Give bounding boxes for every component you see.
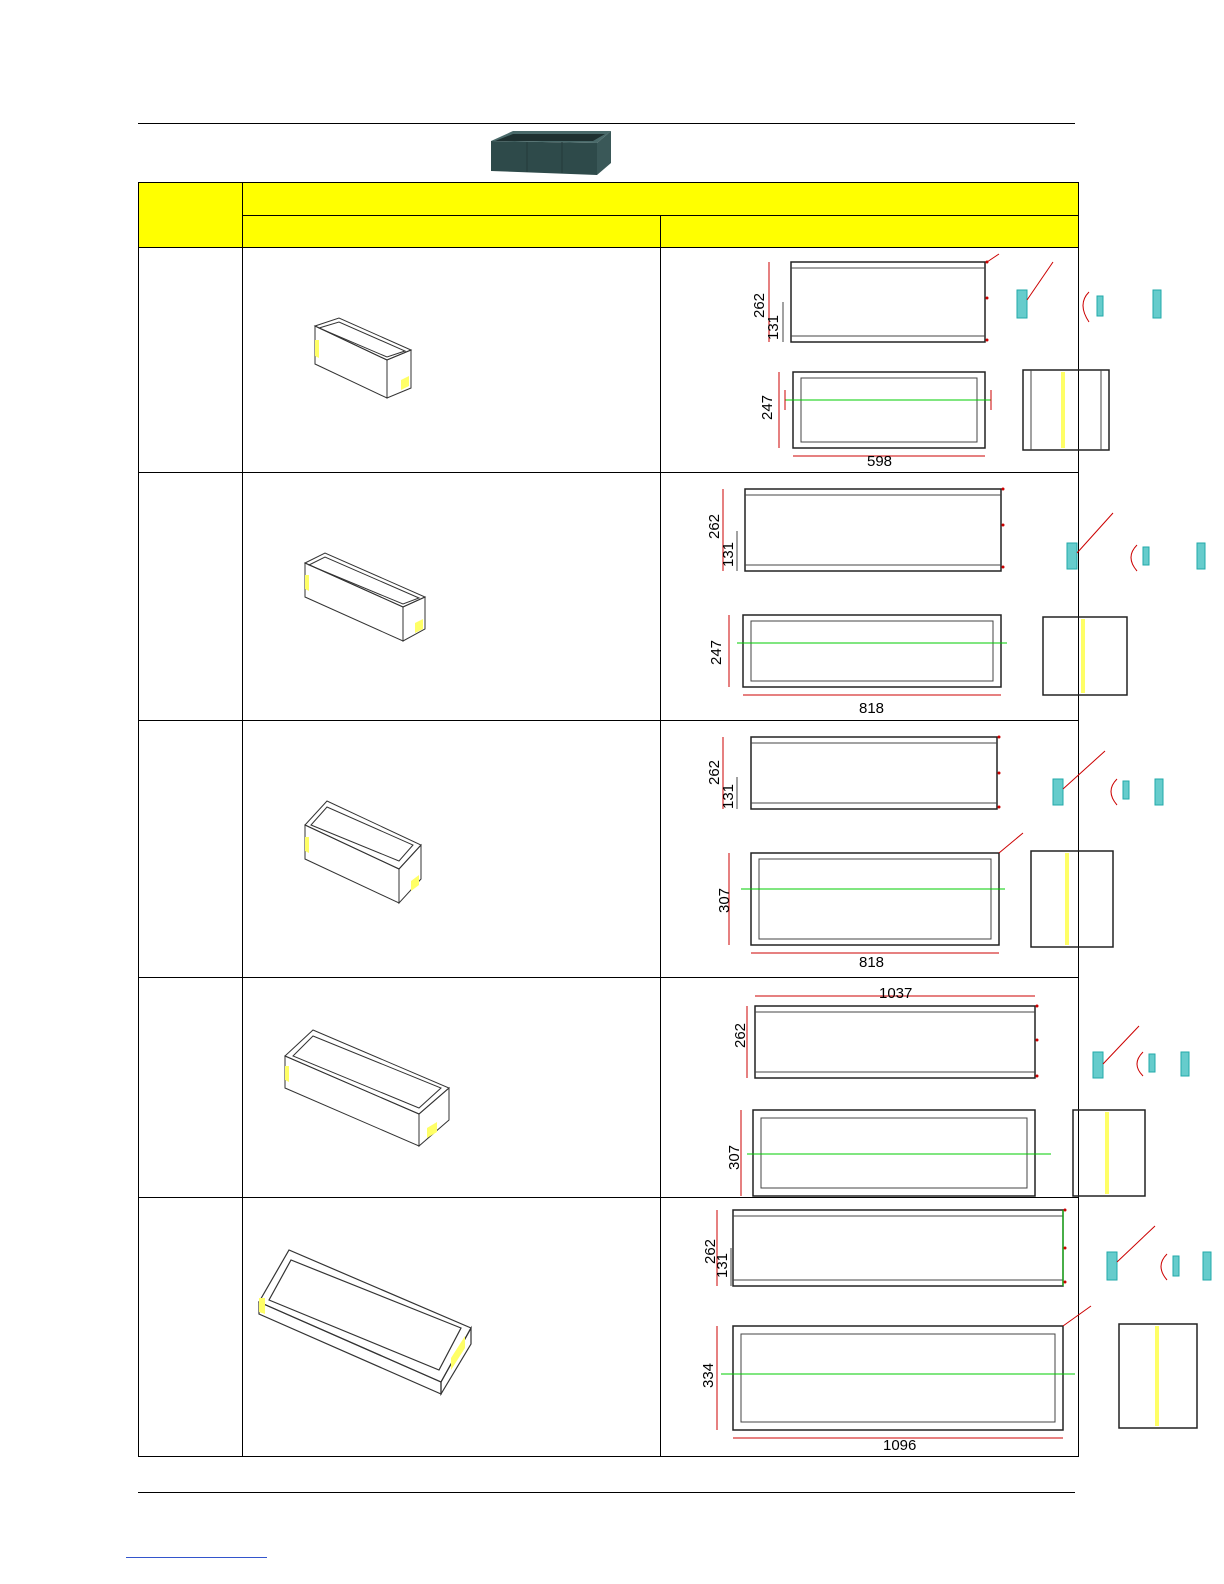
spec-table: [138, 182, 1079, 1457]
table-row: [139, 473, 1079, 721]
header-cell-drawings: [243, 183, 1079, 216]
dim-height: 262: [751, 292, 768, 318]
dim-half: 131: [720, 783, 737, 809]
tech-drawing-cell: [661, 1198, 1079, 1457]
iso-view-cell: [243, 1198, 661, 1457]
dim-half: 131: [714, 1252, 731, 1278]
tech-drawing-cell: [661, 473, 1079, 721]
dim-depth: 307: [716, 887, 733, 913]
table-row: [139, 721, 1079, 978]
tech-drawing-cell: [661, 248, 1079, 473]
iso-view-cell: [243, 248, 661, 473]
footer-link-underline[interactable]: [126, 1557, 267, 1558]
dim-length: 818: [859, 700, 885, 717]
dim-height: 262: [706, 759, 723, 785]
dim-depth: 334: [700, 1362, 717, 1388]
dim-half: 131: [720, 541, 737, 567]
dim-length: 1037: [879, 985, 913, 1002]
dim-depth: 247: [759, 394, 776, 420]
header-cell-model: [139, 183, 243, 248]
iso-view-cell: [243, 473, 661, 721]
dim-depth: 307: [726, 1144, 743, 1170]
model-cell: [139, 978, 243, 1198]
planter-photo: [487, 129, 615, 179]
footer-rule: [138, 1492, 1075, 1493]
iso-drawing: [243, 978, 485, 1197]
dim-height: 262: [702, 1238, 719, 1264]
iso-drawing: [243, 721, 485, 977]
tech-drawing-cell: [661, 978, 1079, 1198]
dim-half: 131: [765, 314, 782, 340]
header-cell-3d: [243, 216, 661, 248]
tech-drawing: [661, 978, 1224, 1197]
model-cell: [139, 248, 243, 473]
iso-view-cell: [243, 721, 661, 978]
dim-height: 262: [706, 513, 723, 539]
iso-drawing: [243, 1198, 485, 1456]
model-cell: [139, 473, 243, 721]
tech-drawing: [661, 248, 1224, 472]
tech-drawing: [661, 721, 1224, 977]
iso-drawing: [243, 248, 485, 472]
header-cell-2d: [661, 216, 1079, 248]
tech-drawing-cell: [661, 721, 1079, 978]
table-row: [139, 978, 1079, 1198]
dim-length: 1096: [883, 1437, 917, 1454]
header-rule: [138, 123, 1075, 124]
tech-drawing: [661, 1198, 1224, 1456]
model-cell: [139, 721, 243, 978]
model-cell: [139, 1198, 243, 1457]
dim-depth: 247: [708, 639, 725, 665]
iso-drawing: [243, 473, 485, 720]
dim-height: 262: [732, 1022, 749, 1048]
dim-length: 598: [867, 453, 893, 470]
iso-view-cell: [243, 978, 661, 1198]
dim-length: 818: [859, 954, 885, 971]
table-row: [139, 1198, 1079, 1457]
tech-drawing: [661, 473, 1224, 720]
table-row: [139, 248, 1079, 473]
